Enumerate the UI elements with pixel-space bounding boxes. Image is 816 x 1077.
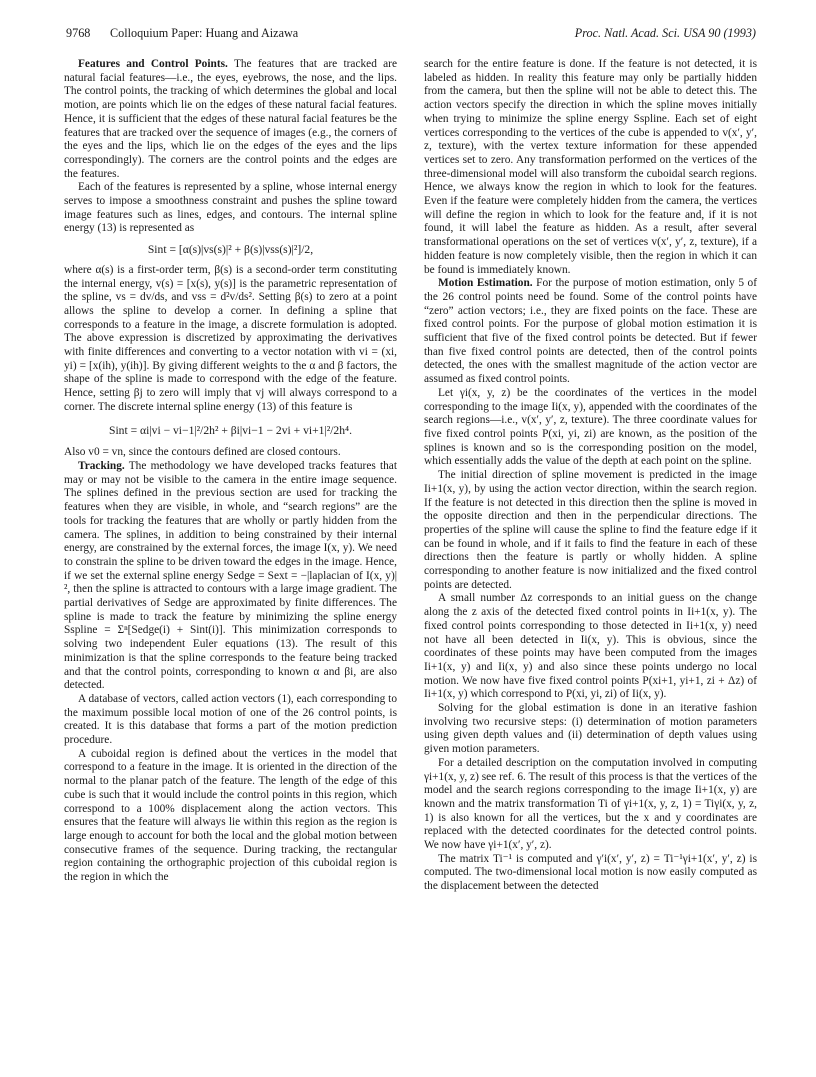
paragraph: A cuboidal region is defined about the vertices in the model that correspond to a feature in the image. It is oriented in the direction of the normal to the planar patch of the feature. The length of the edge of this cube is such that it would include the control points in this region, which correspond to a 100% displacement along the action vectors. This ensures that the feature will always lie within this region as the region is large enough to account for both the local and the global motion between consecutive frames of the sequence. During tracking, the rectangular region containing the orthographic projection of this cuboidal region is the region in which the (64, 747, 397, 884)
paragraph-tracking: Tracking. The methodology we have developed tracks features that may or may not be visible to the camera in the entire image sequence. The splines defined in the previous section are used for tracking the features when they are visible, in whole, and “search regions” are the tools for tracking the features that are wholly or partly hidden from the camera. The splines, in addition to being constrained by their internal energy, are constrained by the external forces, the image I(x, y). We need to constrain the spline to be driven toward the edges in the image. Hence, if we set the external spline energy Sedge = Sext = −|laplacian of I(x, y)|², then the spline is attracted to contours with a large image gradient. The partial derivatives of Sedge are approximated by finite differences. The spline is made to track the feature by minimizing the spline energy Sspline = Σⁿ[Sedge(i) + Sint(i)]. This minimization corresponds to solving two independent Euler equations (13). The result of this minimization is that the spline corresponds to the feature being tracked and that the control points, corresponding to known α and βi, are also detected. (64, 459, 397, 692)
left-column (64, 58, 397, 885)
paragraph: Solving for the global estimation is done in an iterative fashion involving two recursive steps: (i) determination of motion parameters using given depth values and (ii) determination of depth values using given motion parameters. (424, 702, 757, 756)
paragraph: A database of vectors, called action vectors (1), each corresponding to the maximum possible local motion of one of the 26 control points, is created. It is this database that forms a part of the motion prediction procedure. (64, 692, 397, 747)
paragraph: Each of the features is represented by a spline, whose internal energy serves to impose a smoothness constraint and pushes the spline toward image features such as lines, edges, and contours. The internal spline energy (13) is represented as (64, 181, 397, 235)
paragraph: where α(s) is a first-order term, β(s) is a second-order term constituting the internal energy, v(s) = [x(s), y(s)] is the parametric representation of the spline, vs = dv/ds, and vss = d²v/ds². Setting β(s) to zero at a point allows the spline to develop a corner. In defining a spline that corresponds to a feature in the image, a discrete formulation is adopted. The above expression is discretized by approximating the derivatives with finite differences and converting to a vector notation with vi = (xi, yi) = [x(ih), y(ih)]. By giving different weights to the α and β factors, the shape of the spline is made to correspond with the edge of the feature. Hence, setting βj to zero will imply that vj will always correspond to a corner. The discrete internal spline energy (13) of this feature is (64, 263, 397, 413)
journal-citation: Proc. Natl. Acad. Sci. USA 90 (1993) (574, 26, 756, 40)
section-heading-features: Features and Control Points. (78, 58, 228, 70)
page-header (66, 26, 756, 46)
page-number: 9768 (66, 26, 91, 40)
paragraph-motion-estimation: Motion Estimation. For the purpose of motion estimation, only 5 of the 26 control points need be found. Some of the control points have “zero” action vectors; i.e., they are fixed points on the face. These are fixed control points. For the purpose of global motion estimation it is sufficient that five of the fixed control points be detected. But if fewer than five fixed control points are detected, then of the control points detected, the ones with the smallest magnitude of the action vector are assumed as fixed control points. (424, 277, 757, 386)
paragraph: Let γi(x, y, z) be the coordinates of the vertices in the model corresponding to the image Ii(x, y), appended with the coordinates of the search regions—i.e., v(x′, y′, z, texture). The three coordinate values for five fixed control points P(xi, yi, zi) are known, as the position of the splines is known and so is the corresponding position on the model, which essentially adds the value of the depth at each point on the spline. (424, 386, 757, 468)
paragraph-features-control-points: Features and Control Points. The features that are tracked are natural facial features—i.e., the eyes, eyebrows, the nose, and the lips. The control points, the tracking of which determines the global and local motion, are points which lie on the edges of these natural facial features. Hence, it is sufficient that the edges of these natural facial features be the features that are tracked over the sequence of images (e.g., the corners of the eyes and the lips, which lie on the edges of the eyes and the lips correspondingly). The corners are the control points and the edges are the features. (64, 58, 397, 180)
running-title: Colloquium Paper: Huang and Aizawa (110, 26, 299, 40)
equation-internal-energy: Sint = [α(s)|vs(s)|² + β(s)|vss(s)|²]/2, (147, 243, 314, 257)
paragraph: The initial direction of spline movement is predicted in the image Ii+1(x, y), by using the action vector direction, within the search region. If the feature is not detected in this direction then the spline is moved in the opposite direction and then in the perpendicular directions. The properties of the spline will cause the spline to find the feature edge if it can be found in whole, and if it fails to find the feature in each of these directions then the feature is partly or wholly hidden. A spline corresponding to another feature is now initialized and the fixed control points are detected. (424, 469, 757, 591)
paragraph: Also v0 = vn, since the contours defined are closed contours. (64, 446, 341, 459)
paragraph: search for the entire feature is done. If the feature is not detected, it is labeled as hidden. In reality this feature may only be partially hidden from the camera, but then the spline will not be able to detect this. The action vectors specify the direction in which the spline moves initially when trying to minimize the spline energy Sspline. Each set of eight vertices corresponding to the vertices of the cube is appended to v(x′, y′, z, texture), with the vertex texture information for these appended vertices set to zero. Any transformation performed on the vertices of the three-dimensional model will also transform the cuboidal search regions. Hence, we always know the region in which to look for the features. Even if the feature were completely hidden from the camera, the vertices will define the region in which to look for the feature and, if it is not found, it will label the feature as hidden. As a result, after several transformational operations on the set of vertices v(x′, y′, z, texture), if a hidden feature is now completely visible, then the region in which it can be found is immediately known. (424, 58, 757, 276)
section-heading-motion: Motion Estimation. (438, 277, 533, 290)
equation-discrete-energy: Sint = αi|vi − vi−1|²/2h² + βi|vi−1 − 2vi + vi+1|²/2h⁴. (109, 423, 352, 437)
paragraph: The matrix Ti⁻¹ is computed and γ′i(x′, y′, z) = Ti⁻¹γi+1(x′, y′, z) is computed. The two-dimensional local motion is now easily computed as the displacement between the detected (424, 852, 757, 893)
paragraph: For a detailed description on the computation involved in computing γi+1(x, y, z) see ref. 6. The result of this process is that the vertices of the model and the search regions corresponding to the image Ii+1(x, y) are known and the matrix transformation Ti of γi+1(x, y, z, 1) = Tiγi(x, y, z, 1) is also known for all the vertices, but the x and y coordinates are replaced with the detected coordinates for the detected control points. We now have γi+1(x′, y′, z). (424, 756, 757, 852)
paragraph: A small number Δz corresponds to an initial guess on the change along the z axis of the detected fixed control points in Ii+1(x, y). The fixed control points corresponding to those detected in Ii+1(x, y) need not have all been detected in Ii(x, y). This is obvious, since the coordinates of these points may have been computed from the images Ii+1(x, y) and Ii(x, y) and also since these points undergo no local motion. We now have five fixed control points P(xi+1, yi+1, zi + Δz) of Ii+1(x, y) which correspond to P(xi, yi, zi) of Ii(x, y). (424, 592, 757, 701)
section-heading-tracking: Tracking. (78, 459, 125, 472)
right-column (424, 58, 757, 894)
